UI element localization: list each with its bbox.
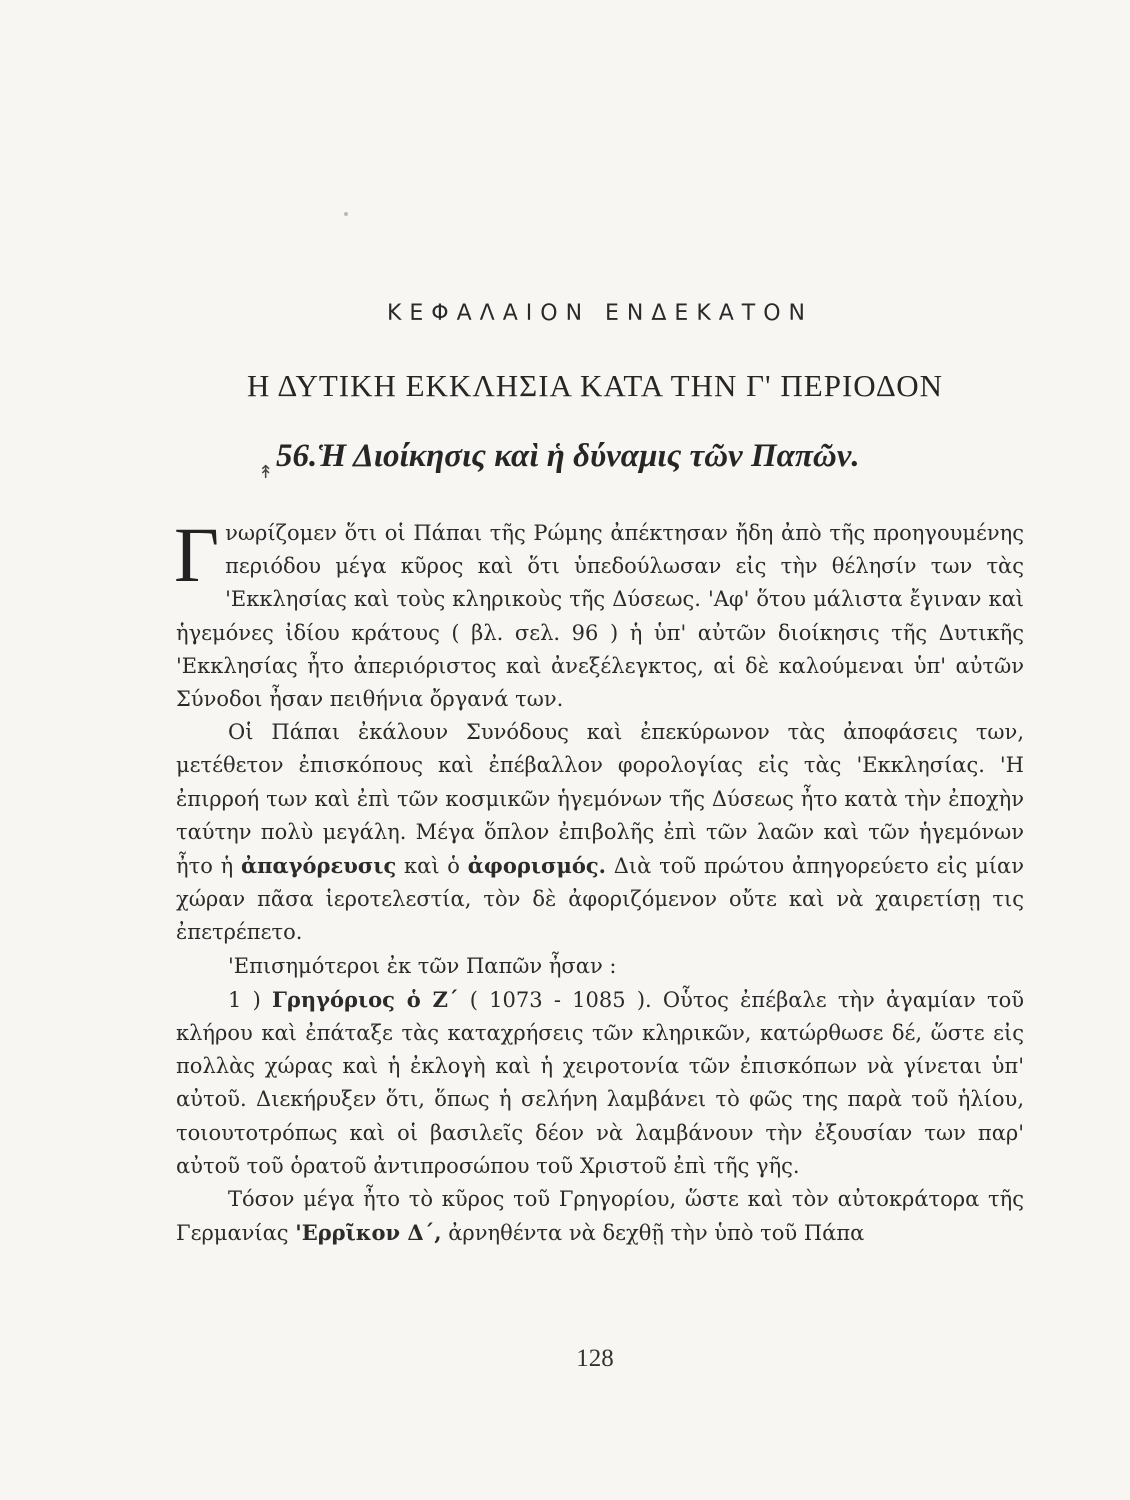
section-mark: ↟ [258,462,274,483]
paragraph-2 [176,716,1024,949]
term-excommunication: ἀφορισμός. [467,853,606,879]
list-number: 1 ) [228,987,261,1012]
paragraph-2-text-b: καὶ ὁ [404,854,460,879]
drop-cap: Γ [174,511,220,598]
body-text [174,511,1025,1250]
pope-name-gregory: Γρηγόριος ὁ Ζ΄ [272,986,459,1012]
paragraph-5 [176,1183,1024,1250]
paragraph-1 [174,511,1024,716]
chapter-label: ΚΕΦΑΛΑΙΟΝ ΕΝΔΕΚΑΤΟΝ [386,301,814,326]
paragraph-3-text: 'Επισημότεροι ἐκ τῶν Παπῶν ἦσαν : [228,953,617,978]
paragraph-3 [176,950,1024,983]
paragraph-2-text-a: Οἱ Πάπαι ἐκάλουν Συνόδους καὶ ἐπεκύρωνον τὰς ἀποφάσεις των, μετέθετον ἐπισκόπους καὶ ἐπέβαλλον φορολογίας εἰς τὰς 'Εκκλησίας. 'Η ἐπιρροή των καὶ ἐπὶ τῶν κοσμικῶν ἡγεμόνων τῆς Δύσεως ἦτο κατὰ τὴν ἐποχὴν ταύτην πολὺ μεγάλη. Μέγα ὅπλον ἐπιβολῆς ἐπὶ τῶν λαῶν καὶ τῶν ἡγεμόνων ἦτο ἡ [176,720,1024,879]
chapter-title: Η ΔΥΤΙΚΗ ΕΚΚΛΗΣΙΑ ΚΑΤΑ ΤΗΝ Γ' ΠΕΡΙΟΔΟΝ [246,368,944,403]
emperor-name-henry: 'Ερρῖκον Δ΄, [295,1220,442,1246]
paragraph-4-text: ( 1073 - 1085 ). Οὗτος ἐπέβαλε τὴν ἀγαμίαν τοῦ κλήρου καὶ ἐπάταξε τὰς καταχρήσεις τῶν κληρικῶν, κατώρθωσε δέ, ὥστε εἰς πολλὰς χώρας καὶ ἡ ἐκλογὴ καὶ ἡ χειροτονία τῶν ἐπισκόπων νὰ γίνεται ὑπ' αὐτοῦ. Διεκήρυξεν ὅτι, ὅπως ἡ σελήνη λαμβάνει τὸ φῶς της παρὰ τοῦ ἡλίου, τοιουτοτρόπως καὶ οἱ βασιλεῖς δέον νὰ λαμβάνουν τὴν ἐξουσίαν των παρ' αὐτοῦ τοῦ ὁρατοῦ ἀντιπροσώπου τοῦ Χριστοῦ ἐπὶ τῆς γῆς. [176,987,1024,1178]
term-interdict: ἀπαγόρευσις [240,853,397,879]
ink-speck [344,212,348,216]
paragraph-4 [176,983,1024,1183]
page-number: 128 [576,1345,614,1372]
paragraph-5-text-a: Τόσον μέγα ἦτο τὸ κῦρος τοῦ Γρηγορίου, ὥστε καὶ τὸν αὐτοκράτορα τῆς Γερμανίας [176,1187,1024,1246]
section-heading: 56.Ἡ Διοίκησις καὶ ἡ δύναμις τῶν Παπῶν. [276,438,860,474]
paragraph-1-text: νωρίζομεν ὅτι οἱ Πάπαι τῆς Ρώμης ἀπέκτησαν ἤδη ἀπὸ τῆς προηγουμένης περιόδου μέγα κῦρος καὶ ὅτι ὑπεδούλωσαν εἰς τὴν θέλησίν των τὰς 'Εκκλησίας καὶ τοὺς κληρικοὺς τῆς Δύσεως. 'Αφ' ὅτου μάλιστα ἔγιναν καὶ ἡγεμόνες ἰδίου κράτους ( βλ. σελ. 96 ) ἡ ὑπ' αὐτῶν διοίκησις τῆς Δυτικῆς 'Εκκλησίας ἦτο ἀπεριόριστος καὶ ἀνεξέλεγκτος, αἱ δὲ καλούμεναι ὑπ' αὐτῶν Σύνοδοι ἦσαν πειθήνια ὄργανά των. [176,521,1024,712]
paragraph-5-text-b: ἀρνηθέντα νὰ δεχθῇ τὴν ὑπὸ τοῦ Πάπα [448,1221,865,1246]
paragraph-2-text-c: Διὰ τοῦ πρώτου ἀπηγορεύετο εἰς μίαν χώραν πᾶσα ἱεροτελεστία, τὸν δὲ ἀφοριζόμενον οὔτε καὶ νὰ χαιρετίσῃ τις ἐπετρέπετο. [176,854,1025,945]
